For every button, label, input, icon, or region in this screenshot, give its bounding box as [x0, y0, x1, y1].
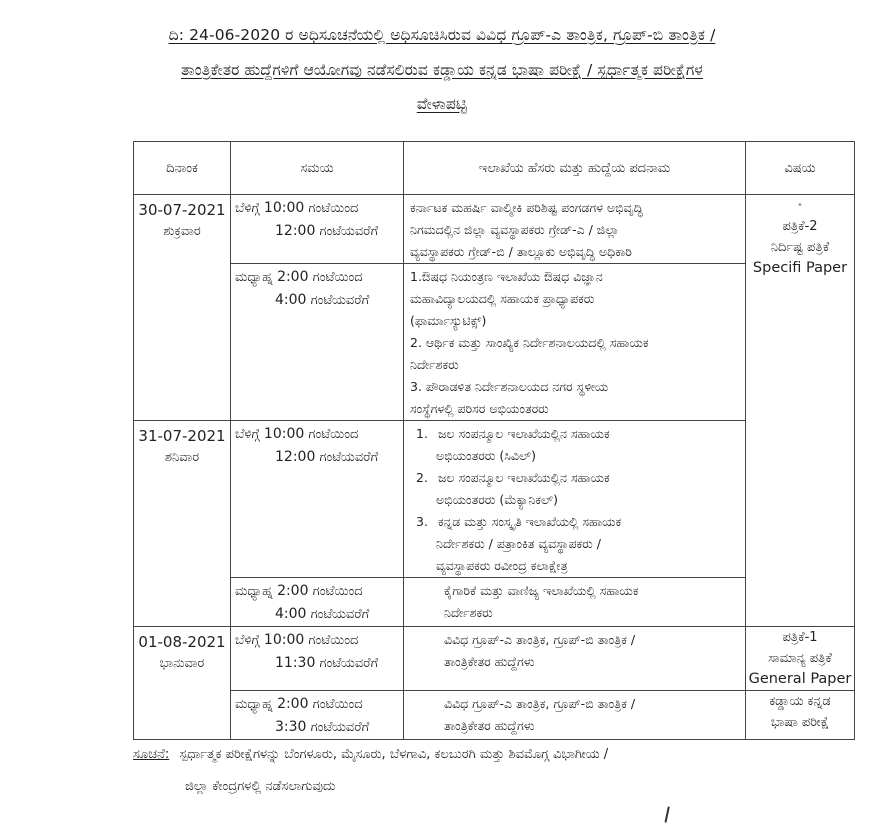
signature-mark — [665, 807, 684, 826]
subject-cell-paper-1: ಪತ್ರಿಕೆ-1 ಸಾಮಾನ್ಯ ಪತ್ರಿಕೆ General Paper — [746, 627, 855, 691]
post-cell: 1. ಜಲ ಸಂಪನ್ಮೂಲ ಇಲಾಖೆಯಲ್ಲಿನ ಸಹಾಯಕ ಅಭಿಯಂತರರು (ಸಿವಿಲ್) 2. ಜಲ ಸಂಪನ್ಮೂಲ ಇಲಾಖೆಯಲ್ಲಿನ ಸಹಾಯಕ ಅಭಿಯಂತರರು (ಮೆಕ್ಯಾನಿಕಲ್) 3. ಕನ್ನಡ ಮತ್ತು ಸಂಸ್ಕೃತಿ ಇಲಾಖೆಯಲ್ಲಿ ಸಹಾಯಕ ನಿರ್ದೇಶಕರು / ಪತ್ರಾಂಕಿತ ವ್ಯವಸ್ಥಾಪಕರು / ವ್ಯವಸ್ಥಾಪಕರು ರವೀಂದ್ರ ಕಲಾಕ್ಷೇತ್ರ — [404, 421, 746, 578]
heading-line-1: ದಿ: 24-06-2020 ರ ಅಧಿಸೂಚನೆಯಲ್ಲಿ ಅಧಿಸೂಚಿಸಿರುವ ವಿವಿಧ ಗ್ರೂಪ್-ಎ ತಾಂತ್ರಿಕ, ಗ್ರೂಪ್-ಬಿ ತಾಂತ್ರಿಕ / — [168, 26, 716, 44]
post-cell: ಕರ್ನಾಟಕ ಮಹರ್ಷಿ ವಾಲ್ಮೀಕಿ ಪರಿಶಿಷ್ಟ ಪಂಗಡಗಳ ಅಭಿವೃದ್ಧಿ ನಿಗಮದಲ್ಲಿನ ಜಿಲ್ಲಾ ವ್ಯವಸ್ಥಾಪಕರು ಗ್ರೇಡ್-ಎ / ಜಿಲ್ಲಾ ವ್ಯವಸ್ಥಾಪಕರು ಗ್ರೇಡ್-ಬಿ / ತಾಲ್ಲೂಕು ಅಭಿವೃದ್ಧಿ ಅಧಿಕಾರಿ — [404, 195, 746, 264]
header-post: ಇಲಾಖೆಯ ಹೆಸರು ಮತ್ತು ಹುದ್ದೆಯ ಪದನಾಮ — [404, 142, 746, 195]
day-name: ಶುಕ್ರವಾರ — [163, 224, 201, 239]
date-value: 01-08-2021 — [138, 633, 226, 651]
time-cell: ಬೆಳಿಗ್ಗೆ 10:00 ಗಂಟೆಯಿಂದ 12:00 ಗಂಟೆಯವರೆಗೆ — [231, 195, 404, 264]
heading-line-3: ವೇಳಾಪಟ್ಟಿ — [416, 95, 468, 113]
table-row — [134, 691, 855, 740]
time-cell: ಬೆಳಿಗ್ಗೆ 10:00 ಗಂಟೆಯಿಂದ 11:30 ಗಂಟೆಯವರೆಗೆ — [231, 627, 404, 691]
date-value: 31-07-2021 — [138, 427, 226, 445]
note-line-2: ಜಿಲ್ಲಾ ಕೇಂದ್ರಗಳಲ್ಲಿ ನಡೆಸಲಾಗುವುದು — [185, 779, 336, 794]
time-cell: ಮಧ್ಯಾಹ್ನ 2:00 ಗಂಟೆಯಿಂದ 4:00 ಗಂಟೆಯವರೆಗೆ — [231, 264, 404, 421]
note-line-1: ಸ್ಪರ್ಧಾತ್ಮಕ ಪರೀಕ್ಷೆಗಳನ್ನು ಬೆಂಗಳೂರು, ಮೈಸೂರು, ಬೆಳಗಾವಿ, ಕಲಬುರಗಿ ಮತ್ತು ಶಿವಮೊಗ್ಗ ವಿಭಾಗೀಯ / — [179, 747, 609, 762]
post-cell: ಕೈಗಾರಿಕೆ ಮತ್ತು ವಾಣಿಜ್ಯ ಇಲಾಖೆಯಲ್ಲಿ ಸಹಾಯಕ ನಿರ್ದೇಶಕರು — [404, 578, 746, 627]
table-row — [134, 195, 855, 264]
date-value: 30-07-2021 — [138, 201, 226, 219]
post-cell: 1.ಔಷಧ ನಿಯಂತ್ರಣ ಇಲಾಖೆಯ ಔಷಧ ವಿಜ್ಞಾನ ಮಹಾವಿದ್ಯಾಲಯದಲ್ಲಿ ಸಹಾಯಕ ಪ್ರಾಧ್ಯಾಪಕರು (ಫಾರ್ಮಾಸ್ಯುಟಿಕ್ಸ್) 2. ಆರ್ಥಿಕ ಮತ್ತು ಸಾಂಖ್ಯಿಕ ನಿರ್ದೇಶನಾಲಯದಲ್ಲಿ ಸಹಾಯಕ ನಿರ್ದೇಶಕರು 3. ಪೌರಾಡಳಿತ ನಿರ್ದೇಶನಾಲಯದ ನಗರ ಸ್ಥಳೀಯ ಸಂಸ್ಥೆಗಳಲ್ಲಿ ಪರಿಸರ ಅಭಿಯಂತರರು — [404, 264, 746, 421]
date-cell — [134, 195, 231, 421]
time-cell: ಬೆಳಿಗ್ಗೆ 10:00 ಗಂಟೆಯಿಂದ 12:00 ಗಂಟೆಯವರೆಗೆ — [231, 421, 404, 578]
table-row — [134, 627, 855, 691]
table-header-row — [134, 142, 855, 195]
subject-cell-kannada: ಕಡ್ಡಾಯ ಕನ್ನಡ ಭಾಷಾ ಪರೀಕ್ಷೆ — [746, 691, 855, 740]
note — [133, 744, 833, 798]
subject-cell-paper-2: • ಪತ್ರಿಕೆ-2 ನಿರ್ದಿಷ್ಟ ಪತ್ರಿಕೆ Specifi Paper — [746, 195, 855, 627]
header-subject: ವಿಷಯ — [746, 142, 855, 195]
header-time: ಸಮಯ — [231, 142, 404, 195]
header-date: ದಿನಾಂಕ — [134, 142, 231, 195]
post-cell: ವಿವಿಧ ಗ್ರೂಪ್-ಎ ತಾಂತ್ರಿಕ, ಗ್ರೂಪ್-ಬಿ ತಾಂತ್ರಿಕ / ತಾಂತ್ರಿಕೇತರ ಹುದ್ದೆಗಳು — [404, 691, 746, 740]
date-cell — [134, 421, 231, 627]
schedule-table — [133, 141, 855, 740]
heading-line-2: ತಾಂತ್ರಿಕೇತರ ಹುದ್ದೆಗಳಿಗೆ ಆಯೋಗವು ನಡೆಸಲಿರುವ ಕಡ್ಡಾಯ ಕನ್ನಡ ಭಾಷಾ ಪರೀಕ್ಷೆ / ಸ್ಪರ್ಧಾತ್ಮಕ ಪರೀಕ್ಷೆಗಳ — [181, 61, 703, 79]
day-name: ಭಾನುವಾರ — [159, 656, 205, 671]
post-cell: ವಿವಿಧ ಗ್ರೂಪ್-ಎ ತಾಂತ್ರಿಕ, ಗ್ರೂಪ್-ಬಿ ತಾಂತ್ರಿಕ / ತಾಂತ್ರಿಕೇತರ ಹುದ್ದೆಗಳು — [404, 627, 746, 691]
day-name: ಶನಿವಾರ — [164, 450, 200, 465]
date-cell — [134, 627, 231, 740]
time-cell: ಮಧ್ಯಾಹ್ನ 2:00 ಗಂಟೆಯಿಂದ 3:30 ಗಂಟೆಯವರೆಗೆ — [231, 691, 404, 740]
time-cell: ಮಧ್ಯಾಹ್ನ 2:00 ಗಂಟೆಯಿಂದ 4:00 ಗಂಟೆಯವರೆಗೆ — [231, 578, 404, 627]
note-label: ಸೂಚನೆ: — [133, 747, 170, 762]
